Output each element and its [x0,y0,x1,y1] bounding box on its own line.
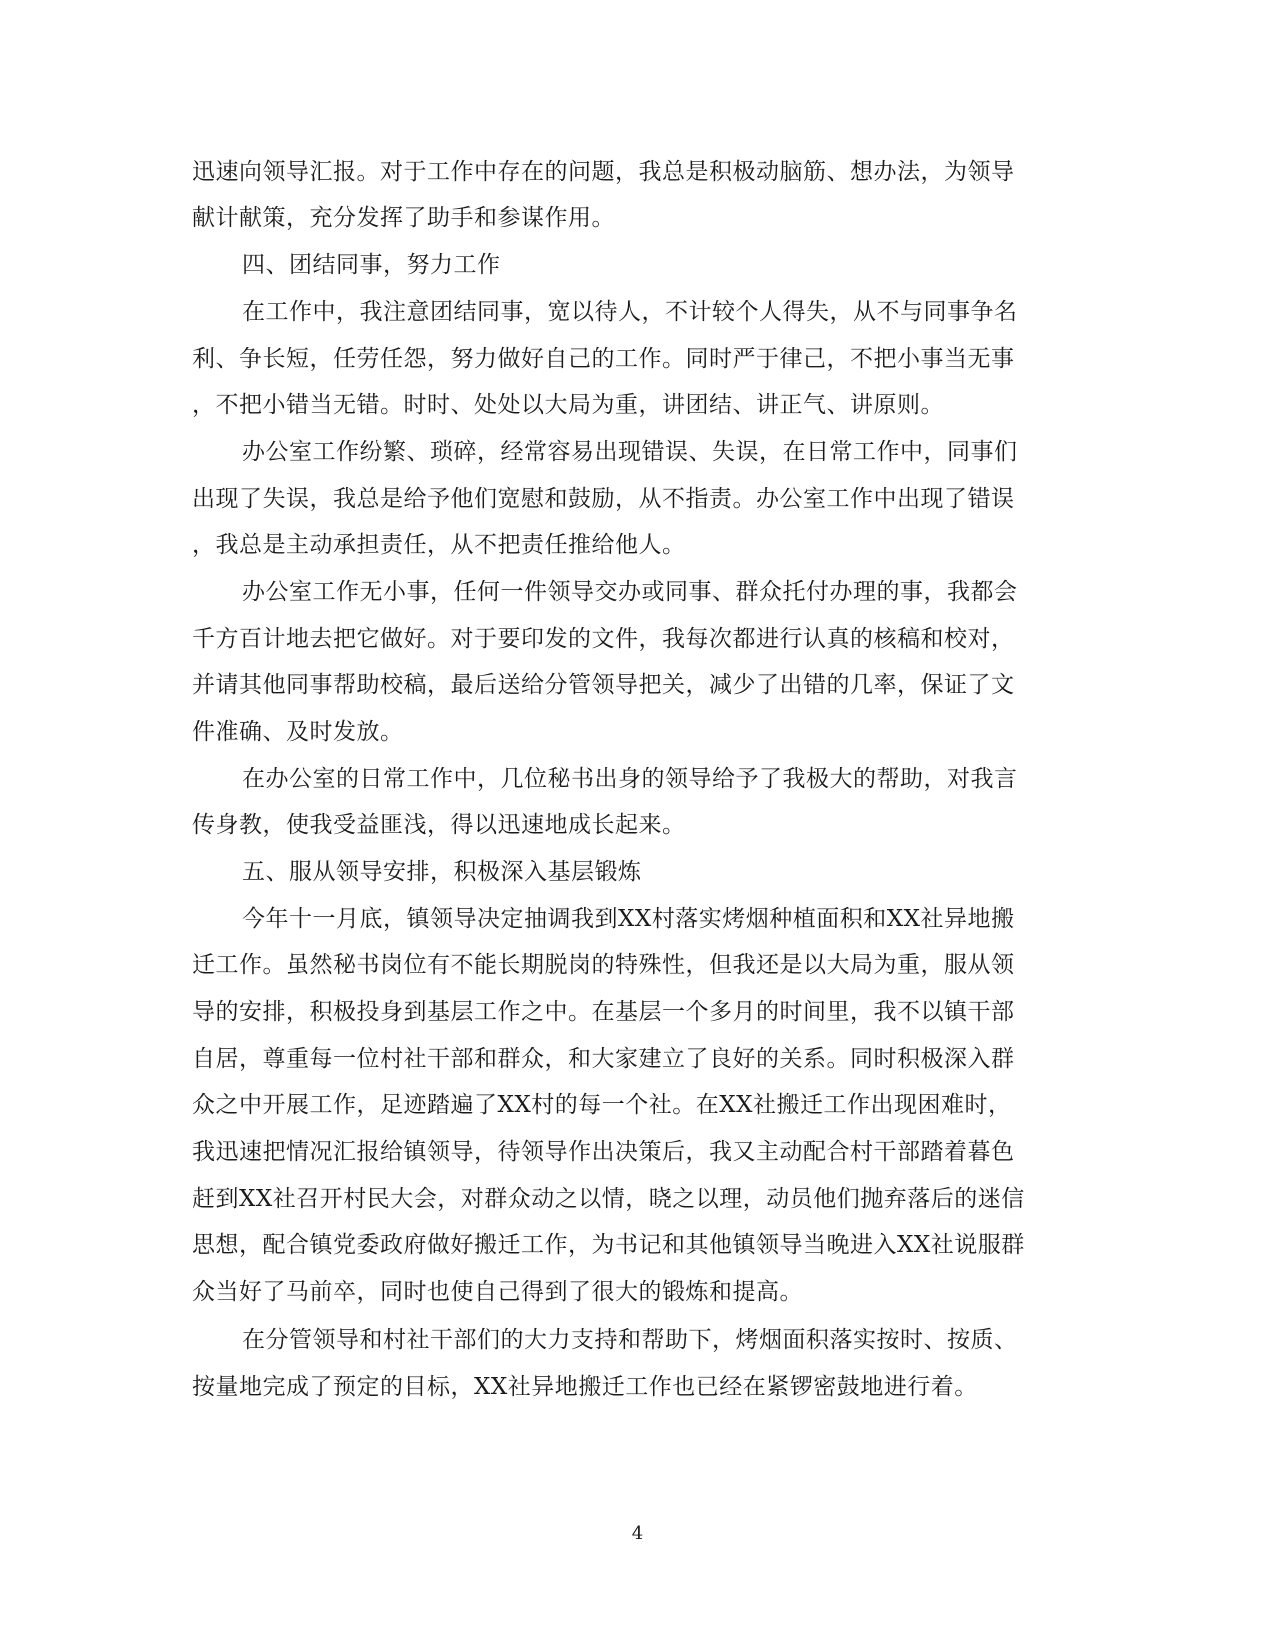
paragraph-first-line: 办公室工作纷繁、琐碎，经常容易出现错误、失误，在日常工作中，同事们 [242,439,1018,465]
paragraph-first-line: 在分管领导和村社干部们的大力支持和帮助下，烤烟面积落实按时、按质、 [242,1327,1018,1353]
text-line: 利、争长短，任劳任怨，努力做好自己的工作。同时严于律己，不把小事当无事 [192,346,1015,372]
text-line: ，不把小错当无错。时时、处处以大局为重，讲团结、讲正气、讲原则。 [192,392,944,418]
section-heading: 五、服从领导安排，积极深入基层锻炼 [242,859,642,885]
text-line: 导的安排，积极投身到基层工作之中。在基层一个多月的时间里，我不以镇干部 [192,999,1015,1025]
text-line: 迅速向领导汇报。对于工作中存在的问题，我总是积极动脑筋、想办法，为领导 [192,159,1015,185]
text-line: 众当好了马前卒，同时也使自己得到了很大的锻炼和提高。 [192,1279,803,1305]
text-line: ，我总是主动承担责任，从不把责任推给他人。 [192,532,686,558]
paragraph-first-line: 办公室工作无小事，任何一件领导交办或同事、群众托付办理的事，我都会 [242,579,1018,605]
paragraph-first-line: 在工作中，我注意团结同事，宽以待人，不计较个人得失，从不与同事争名 [242,299,1018,325]
text-line: 按量地完成了预定的目标，XX社异地搬迁工作也已经在紧锣密鼓地进行着。 [192,1374,978,1400]
section-heading: 四、团结同事，努力工作 [242,252,501,278]
text-line: 并请其他同事帮助校稿，最后送给分管领导把关，减少了出错的几率，保证了文 [192,672,1015,698]
text-line: 迁工作。虽然秘书岗位有不能长期脱岗的特殊性，但我还是以大局为重，服从领 [192,952,1015,978]
text-line: 出现了失误，我总是给予他们宽慰和鼓励，从不指责。办公室工作中出现了错误 [192,486,1015,512]
text-line: 众之中开展工作，足迹踏遍了XX村的每一个社。在XX社搬迁工作出现困难时， [192,1092,1012,1118]
text-line: 传身教，使我受益匪浅，得以迅速地成长起来。 [192,812,686,838]
text-line: 千方百计地去把它做好。对于要印发的文件，我每次都进行认真的核稿和校对， [192,626,1015,652]
text-line: 赶到XX社召开村民大会，对群众动之以情，晓之以理，动员他们抛弃落后的迷信 [192,1186,1025,1212]
text-line: 我迅速把情况汇报给镇领导，待领导作出决策后，我又主动配合村干部踏着暮色 [192,1139,1015,1165]
text-line: 自居，尊重每一位村社干部和群众，和大家建立了良好的关系。同时积极深入群 [192,1046,1015,1072]
page-number: 4 [631,1523,644,1544]
text-line: 献计献策，充分发挥了助手和参谋作用。 [192,205,615,231]
paragraph-first-line: 在办公室的日常工作中，几位秘书出身的领导给予了我极大的帮助，对我言 [242,766,1018,792]
text-line: 思想，配合镇党委政府做好搬迁工作，为书记和其他镇领导当晚进入XX社说服群 [192,1232,1025,1258]
paragraph-first-line: 今年十一月底，镇领导决定抽调我到XX村落实烤烟种植面积和XX社异地搬 [242,906,1015,932]
text-line: 件准确、及时发放。 [192,719,404,745]
